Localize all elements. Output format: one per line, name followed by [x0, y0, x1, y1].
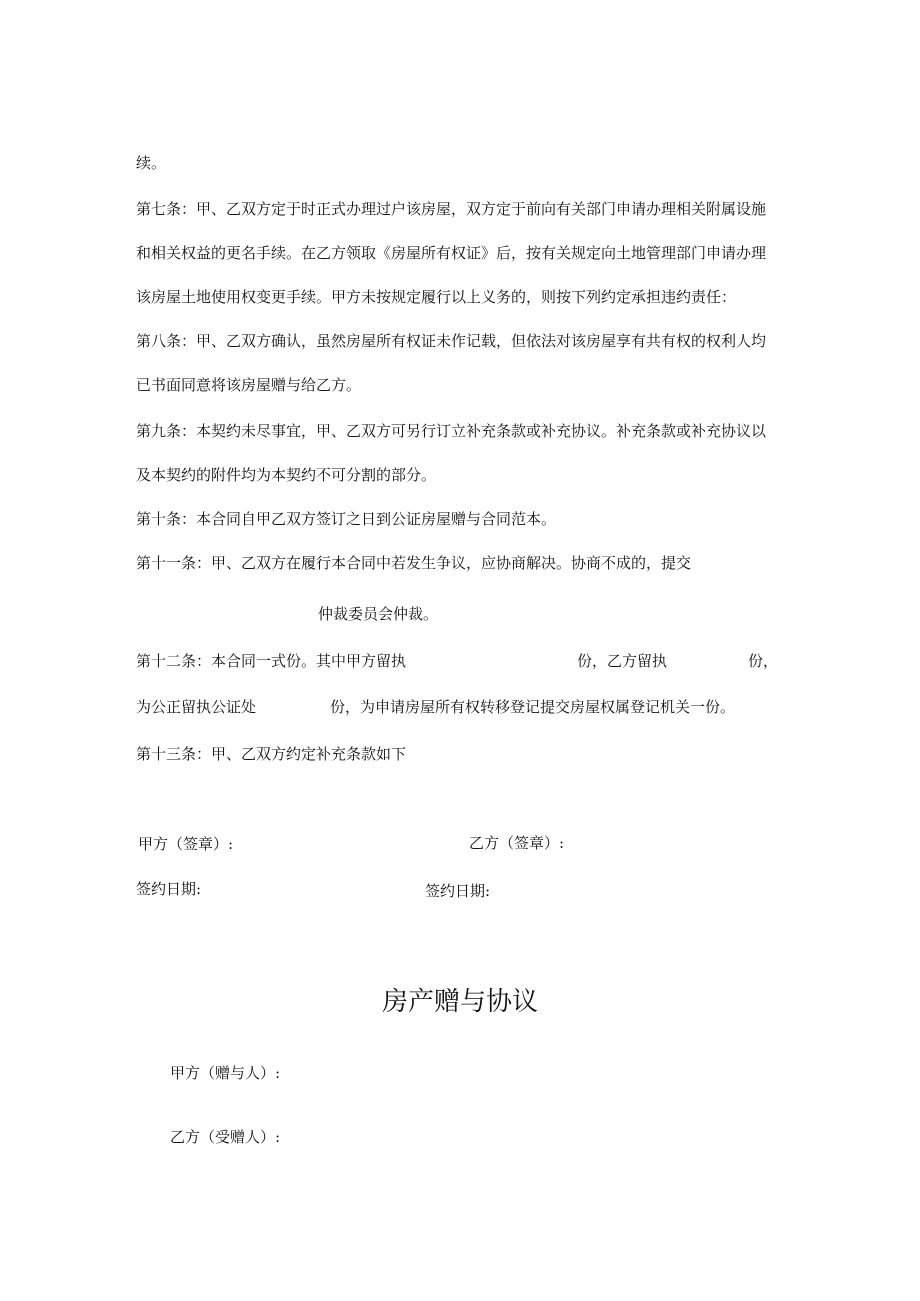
party-b-date-label: 签约日期: [425, 882, 491, 900]
article-7-line-1: 第七条：甲、乙双方定于时正式办理过户该房屋，双方定于前向有关部门申请办理相关附属设施 [136, 200, 767, 218]
party-a-signature-label: 甲方（签章）: [138, 835, 234, 853]
article-9-line-1: 第九条：本契约未尽事宜，甲、乙双方可另行订立补充条款或补充协议。补充条款或补充协议以 [136, 422, 767, 440]
document-title: 房产赠与协议 [382, 987, 539, 1017]
continuation-text: 续。 [136, 154, 167, 172]
party-b-donee-label: 乙方（受赠人）: [170, 1128, 281, 1146]
article-10: 第十条：本合同自甲乙双方签订之日到公证房屋赠与合同范本。 [136, 510, 557, 528]
article-7-line-2: 和相关权益的更名手续。在乙方领取《房屋所有权证》后，按有关规定向土地管理部门申请办理 [136, 244, 767, 262]
article-12-line-2a: 为公正留执公证处 [136, 698, 257, 716]
article-8-line-1: 第八条：甲、乙双方确认，虽然房屋所有权证未作记载，但依法对该房屋享有共有权的权利人均 [136, 332, 767, 350]
article-12-part-3: 份， [748, 652, 779, 670]
article-7-line-3: 该房屋土地使用权变更手续。甲方未按规定履行以上义务的，则按下列约定承担违约责任： [136, 288, 737, 306]
party-b-signature-label: 乙方（签章）: [469, 834, 565, 852]
article-13: 第十三条：甲、乙双方约定补充条款如下 [136, 745, 407, 763]
party-a-date-label: 签约日期: [136, 880, 202, 898]
article-9-line-2: 及本契约的附件均为本契约不可分割的部分。 [136, 466, 437, 484]
article-12-part-1: 第十二条：本合同一式份。其中甲方留执 [136, 652, 407, 670]
article-11-line-2: 仲裁委员会仲裁。 [318, 605, 439, 623]
article-12-part-2: 份，乙方留执 [577, 652, 668, 670]
article-11-line-1: 第十一条：甲、乙双方在履行本合同中若发生争议，应协商解决。协商不成的，提交 [136, 554, 692, 572]
article-8-line-2: 已书面同意将该房屋赠与给乙方。 [136, 376, 362, 394]
article-12-line-2b: 份，为申请房屋所有权转移登记提交房屋权属登记机关一份。 [330, 698, 736, 716]
party-a-donor-label: 甲方（赠与人）: [170, 1064, 281, 1082]
